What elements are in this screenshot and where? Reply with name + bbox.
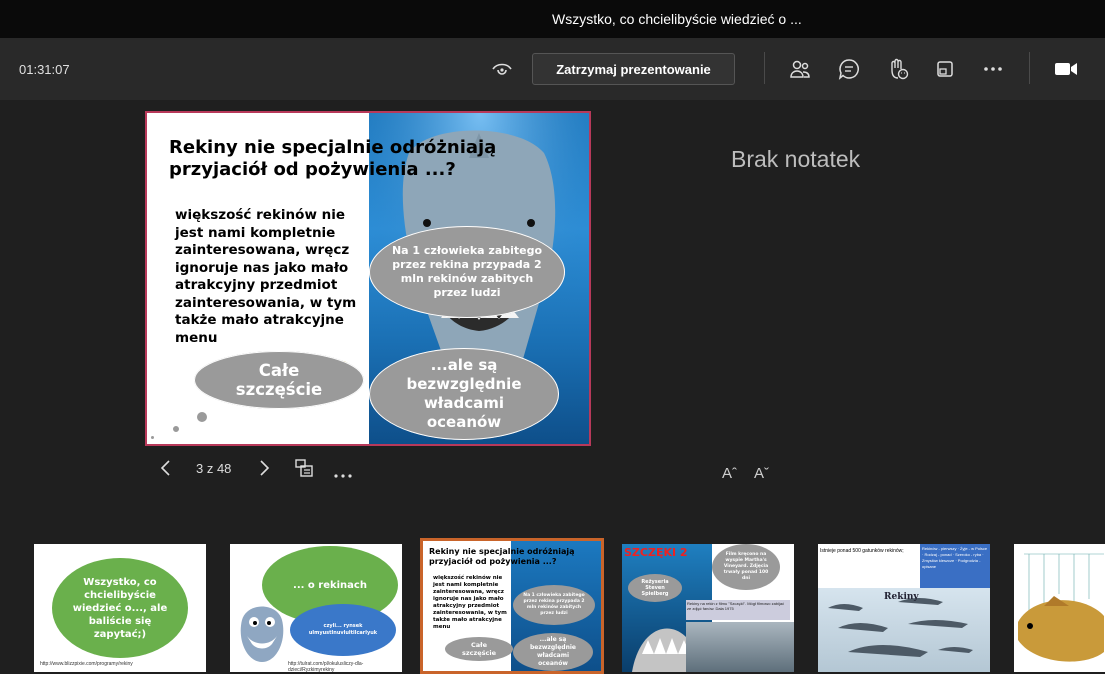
notes-empty-text: Brak notatek (731, 146, 861, 172)
slide-thumbnail-2[interactable] (230, 544, 402, 672)
thumb-title: Istnieje ponad 500 gatunków rekinów; (820, 548, 904, 554)
more-icon[interactable] (981, 57, 1005, 81)
thumb-footer: http://www.blizzpixie.com/programy/rekiny (40, 661, 133, 667)
camera-icon[interactable] (1054, 57, 1078, 81)
cartoon-shark-icon (232, 600, 292, 666)
cloud-statistic: Na 1 człowieka zabitego przez rekina przypada 2 mln rekinów zabitych przez ludzi (369, 226, 565, 318)
title-bar (0, 0, 1105, 38)
presentation-timer: 01:31:07 (19, 62, 70, 77)
slide-thumbnail-4[interactable] (622, 544, 794, 672)
slide-counter: 3 z 48 (196, 461, 232, 476)
slide-view-icon[interactable] (294, 458, 314, 483)
next-slide-button[interactable] (256, 458, 272, 483)
presenter-toolbar (0, 38, 1105, 100)
increase-font-button[interactable]: Aˆ (722, 465, 737, 482)
people-icon[interactable] (788, 57, 812, 81)
decrease-font-button[interactable]: Aˇ (754, 465, 769, 482)
thumb-title: SZCZĘKI 2 (624, 546, 688, 559)
cloud-luckily: Całe szczęście (194, 351, 364, 409)
chat-icon[interactable] (837, 57, 861, 81)
toolbar-divider (764, 52, 765, 84)
thumb-cloud-blue: czyli... rynsek ulmyustlnuvlultilcarlyuk (290, 604, 396, 656)
thumb-sidebox: Rekinów - pierwszy · Żyje - w Polsce · Rodzaj - ponad · Szeroko - ryba · Zmysłów kleszcze · Podgrodzia - opisane (920, 544, 990, 588)
slide-thumbnail-3-selected[interactable] (420, 538, 604, 674)
thumb-cloud: Wszystko, co chcielibyście wiedzieć o..., ale baliście się zapytać;) (52, 558, 188, 658)
slide-thumbnail-1[interactable] (34, 544, 206, 672)
thought-dot (196, 411, 208, 423)
popout-icon[interactable] (933, 57, 957, 81)
thumb-cloud: ... o rekinach (262, 546, 398, 624)
slide-thumbnail-6[interactable] (1014, 544, 1105, 672)
slide-thumbnail-5[interactable] (818, 544, 990, 672)
thumb-boat-photo (686, 622, 794, 672)
toolbar-divider (1029, 52, 1030, 84)
thumb-note: Rekiny na rekin z filmu "Szczęki". Mógł filmowo zabijać ze zdjęć fanów. Dała 1975 (686, 600, 790, 620)
thought-dot (172, 425, 180, 433)
thumb-sharks-chart (818, 588, 990, 672)
slide-title: Rekiny nie specjalnie odróżniają przyjaciół od pożywienia ...? (169, 137, 497, 180)
thumb-fish-anatomy (1014, 544, 1105, 672)
raise-hand-icon[interactable] (886, 57, 910, 81)
thumb-title: Rekiny nie specjalnie odróżniają przyjaciół od pożywienia ...? (429, 547, 575, 566)
slide-more-icon[interactable] (333, 466, 353, 484)
cloud-rulers: ...ale są bezwzględnie władcami oceanów (369, 348, 559, 440)
thumb-cloud: Na 1 człowieka zabitego przez rekina przypada 2 mln rekinów zabitych przez ludzi (513, 585, 595, 625)
thumb-body: większość rekinów nie jest nami kompletnie zainteresowana, wręcz ignoruje nas jako mało atrakcyjny przedmiot zainteresowania, w tym także mało atrakcyjne menu (433, 575, 507, 630)
thumb-banner: Rekiny (884, 592, 919, 602)
previous-slide-button[interactable] (158, 458, 174, 483)
thumb-cloud: ...ale są bezwzględnie władcami oceanów (513, 633, 593, 671)
thought-dot (150, 435, 155, 440)
thumb-cloud: Całe szczęście (445, 637, 513, 661)
stop-presenting-button[interactable]: Zatrzymaj prezentowanie (532, 53, 735, 85)
slide-body-text: większość rekinów nie jest nami kompletnie zainteresowana, wręcz ignoruje nas jako mało atrakcyjny przedmiot zainteresowania, w tym także mało atrakcyjne menu (175, 207, 357, 346)
window-title: Wszystko, co chcielibyście wiedzieć o ... (552, 11, 802, 27)
current-slide (145, 111, 591, 446)
eye-icon[interactable] (490, 57, 514, 81)
thumb-cloud: Film kręcono na wyspie Martha's Vineyard. Zdjęcia trwały ponad 100 dni (712, 544, 780, 590)
thumb-cloud: Reżyseria Steven Spielberg (628, 574, 682, 602)
thumb-footer: http://tulrat.com/pl/okulusliczy-dla-dzieci/Ryzkimyrekiny (288, 661, 364, 672)
